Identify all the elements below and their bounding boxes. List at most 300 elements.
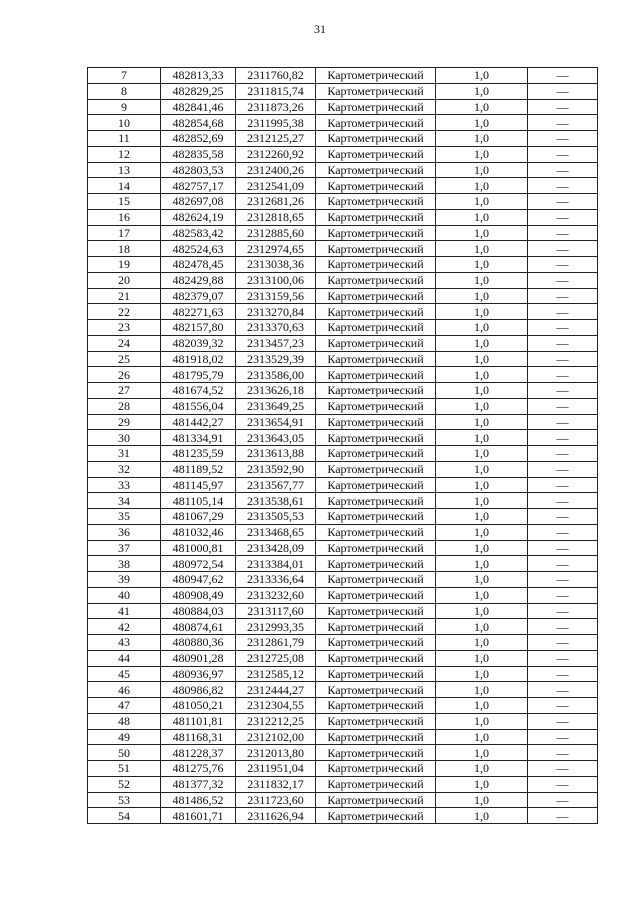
method-cell: Картометрический [316, 272, 436, 288]
table-row [88, 398, 598, 414]
dash-cell: — [528, 162, 598, 178]
point-number-cell: 40 [88, 587, 161, 603]
dash-cell: — [528, 524, 598, 540]
y-coordinate-cell: 2313586,00 [236, 367, 316, 383]
x-coordinate-cell: 482757,17 [161, 178, 236, 194]
point-number-cell: 21 [88, 288, 161, 304]
point-number-cell: 24 [88, 335, 161, 351]
table-row [88, 383, 598, 399]
point-number-cell: 54 [88, 808, 161, 824]
method-cell: Картометрический [316, 320, 436, 336]
dash-cell: — [528, 225, 598, 241]
y-coordinate-cell: 2313117,60 [236, 603, 316, 619]
table-row [88, 257, 598, 273]
method-cell: Картометрический [316, 367, 436, 383]
dash-cell: — [528, 792, 598, 808]
accuracy-cell: 1,0 [436, 619, 528, 635]
table-row [88, 477, 598, 493]
x-coordinate-cell: 482697,08 [161, 194, 236, 210]
point-number-cell: 16 [88, 209, 161, 225]
table-row [88, 225, 598, 241]
y-coordinate-cell: 2312212,25 [236, 713, 316, 729]
x-coordinate-cell: 482478,45 [161, 257, 236, 273]
y-coordinate-cell: 2312725,08 [236, 650, 316, 666]
method-cell: Картометрический [316, 698, 436, 714]
y-coordinate-cell: 2313038,36 [236, 257, 316, 273]
table-row [88, 540, 598, 556]
y-coordinate-cell: 2312125,27 [236, 131, 316, 147]
y-coordinate-cell: 2313529,39 [236, 351, 316, 367]
point-number-cell: 14 [88, 178, 161, 194]
dash-cell: — [528, 146, 598, 162]
point-number-cell: 19 [88, 257, 161, 273]
y-coordinate-cell: 2312400,26 [236, 162, 316, 178]
x-coordinate-cell: 481334,91 [161, 430, 236, 446]
y-coordinate-cell: 2311951,04 [236, 761, 316, 777]
x-coordinate-cell: 481235,59 [161, 446, 236, 462]
table-body [88, 68, 598, 824]
point-number-cell: 29 [88, 414, 161, 430]
table-row [88, 761, 598, 777]
accuracy-cell: 1,0 [436, 477, 528, 493]
method-cell: Картометрический [316, 540, 436, 556]
dash-cell: — [528, 272, 598, 288]
method-cell: Картометрический [316, 83, 436, 99]
table-row [88, 603, 598, 619]
accuracy-cell: 1,0 [436, 587, 528, 603]
method-cell: Картометрический [316, 477, 436, 493]
method-cell: Картометрический [316, 131, 436, 147]
dash-cell: — [528, 257, 598, 273]
table-row [88, 587, 598, 603]
point-number-cell: 27 [88, 383, 161, 399]
accuracy-cell: 1,0 [436, 225, 528, 241]
accuracy-cell: 1,0 [436, 682, 528, 698]
dash-cell: — [528, 587, 598, 603]
table-row [88, 241, 598, 257]
y-coordinate-cell: 2313538,61 [236, 493, 316, 509]
method-cell: Картометрический [316, 729, 436, 745]
accuracy-cell: 1,0 [436, 698, 528, 714]
dash-cell: — [528, 650, 598, 666]
table-row [88, 131, 598, 147]
method-cell: Картометрический [316, 603, 436, 619]
method-cell: Картометрический [316, 414, 436, 430]
method-cell: Картометрический [316, 257, 436, 273]
table-row [88, 713, 598, 729]
point-number-cell: 46 [88, 682, 161, 698]
accuracy-cell: 1,0 [436, 194, 528, 210]
dash-cell: — [528, 540, 598, 556]
accuracy-cell: 1,0 [436, 524, 528, 540]
y-coordinate-cell: 2313428,09 [236, 540, 316, 556]
table-row [88, 115, 598, 131]
x-coordinate-cell: 482803,53 [161, 162, 236, 178]
point-number-cell: 22 [88, 304, 161, 320]
table-row [88, 320, 598, 336]
dash-cell: — [528, 556, 598, 572]
x-coordinate-cell: 481486,52 [161, 792, 236, 808]
method-cell: Картометрический [316, 682, 436, 698]
table-row [88, 99, 598, 115]
point-number-cell: 38 [88, 556, 161, 572]
accuracy-cell: 1,0 [436, 351, 528, 367]
dash-cell: — [528, 288, 598, 304]
dash-cell: — [528, 68, 598, 84]
x-coordinate-cell: 482835,58 [161, 146, 236, 162]
point-number-cell: 43 [88, 635, 161, 651]
method-cell: Картометрический [316, 493, 436, 509]
accuracy-cell: 1,0 [436, 178, 528, 194]
x-coordinate-cell: 482379,07 [161, 288, 236, 304]
method-cell: Картометрический [316, 666, 436, 682]
table-row [88, 619, 598, 635]
point-number-cell: 47 [88, 698, 161, 714]
table-row [88, 682, 598, 698]
y-coordinate-cell: 2313613,88 [236, 446, 316, 462]
x-coordinate-cell: 482583,42 [161, 225, 236, 241]
method-cell: Картометрический [316, 776, 436, 792]
y-coordinate-cell: 2311723,60 [236, 792, 316, 808]
x-coordinate-cell: 482624,19 [161, 209, 236, 225]
y-coordinate-cell: 2313649,25 [236, 398, 316, 414]
x-coordinate-cell: 480947,62 [161, 572, 236, 588]
dash-cell: — [528, 383, 598, 399]
point-number-cell: 9 [88, 99, 161, 115]
y-coordinate-cell: 2313592,90 [236, 461, 316, 477]
x-coordinate-cell: 481105,14 [161, 493, 236, 509]
y-coordinate-cell: 2313654,91 [236, 414, 316, 430]
dash-cell: — [528, 477, 598, 493]
point-number-cell: 18 [88, 241, 161, 257]
point-number-cell: 12 [88, 146, 161, 162]
accuracy-cell: 1,0 [436, 776, 528, 792]
accuracy-cell: 1,0 [436, 792, 528, 808]
point-number-cell: 39 [88, 572, 161, 588]
dash-cell: — [528, 461, 598, 477]
x-coordinate-cell: 480972,54 [161, 556, 236, 572]
y-coordinate-cell: 2312993,35 [236, 619, 316, 635]
dash-cell: — [528, 729, 598, 745]
method-cell: Картометрический [316, 524, 436, 540]
y-coordinate-cell: 2312444,27 [236, 682, 316, 698]
x-coordinate-cell: 481556,04 [161, 398, 236, 414]
accuracy-cell: 1,0 [436, 115, 528, 131]
point-number-cell: 32 [88, 461, 161, 477]
accuracy-cell: 1,0 [436, 540, 528, 556]
y-coordinate-cell: 2313270,84 [236, 304, 316, 320]
table-row [88, 461, 598, 477]
point-number-cell: 20 [88, 272, 161, 288]
x-coordinate-cell: 480901,28 [161, 650, 236, 666]
coordinates-table [87, 67, 598, 824]
table-row [88, 83, 598, 99]
point-number-cell: 45 [88, 666, 161, 682]
point-number-cell: 50 [88, 745, 161, 761]
dash-cell: — [528, 367, 598, 383]
table-row [88, 446, 598, 462]
x-coordinate-cell: 481601,71 [161, 808, 236, 824]
accuracy-cell: 1,0 [436, 556, 528, 572]
x-coordinate-cell: 482157,80 [161, 320, 236, 336]
dash-cell: — [528, 745, 598, 761]
y-coordinate-cell: 2312885,60 [236, 225, 316, 241]
x-coordinate-cell: 482829,25 [161, 83, 236, 99]
method-cell: Картометрический [316, 761, 436, 777]
table-row [88, 304, 598, 320]
dash-cell: — [528, 619, 598, 635]
point-number-cell: 35 [88, 509, 161, 525]
accuracy-cell: 1,0 [436, 68, 528, 84]
y-coordinate-cell: 2311873,26 [236, 99, 316, 115]
point-number-cell: 42 [88, 619, 161, 635]
point-number-cell: 36 [88, 524, 161, 540]
x-coordinate-cell: 482854,68 [161, 115, 236, 131]
y-coordinate-cell: 2312102,00 [236, 729, 316, 745]
method-cell: Картометрический [316, 792, 436, 808]
method-cell: Картометрический [316, 619, 436, 635]
accuracy-cell: 1,0 [436, 414, 528, 430]
method-cell: Картометрический [316, 383, 436, 399]
point-number-cell: 10 [88, 115, 161, 131]
y-coordinate-cell: 2312861,79 [236, 635, 316, 651]
accuracy-cell: 1,0 [436, 461, 528, 477]
dash-cell: — [528, 666, 598, 682]
table-row [88, 414, 598, 430]
point-number-cell: 15 [88, 194, 161, 210]
x-coordinate-cell: 481275,76 [161, 761, 236, 777]
accuracy-cell: 1,0 [436, 288, 528, 304]
accuracy-cell: 1,0 [436, 745, 528, 761]
page-number: 31 [314, 22, 326, 36]
x-coordinate-cell: 480884,03 [161, 603, 236, 619]
y-coordinate-cell: 2313336,64 [236, 572, 316, 588]
point-number-cell: 28 [88, 398, 161, 414]
table-row [88, 146, 598, 162]
x-coordinate-cell: 481442,27 [161, 414, 236, 430]
accuracy-cell: 1,0 [436, 430, 528, 446]
point-number-cell: 44 [88, 650, 161, 666]
y-coordinate-cell: 2311995,38 [236, 115, 316, 131]
point-number-cell: 33 [88, 477, 161, 493]
table-row [88, 288, 598, 304]
dash-cell: — [528, 493, 598, 509]
method-cell: Картометрический [316, 430, 436, 446]
y-coordinate-cell: 2311760,82 [236, 68, 316, 84]
dash-cell: — [528, 99, 598, 115]
accuracy-cell: 1,0 [436, 241, 528, 257]
y-coordinate-cell: 2312974,65 [236, 241, 316, 257]
x-coordinate-cell: 481145,97 [161, 477, 236, 493]
table-row [88, 209, 598, 225]
y-coordinate-cell: 2311815,74 [236, 83, 316, 99]
y-coordinate-cell: 2313567,77 [236, 477, 316, 493]
dash-cell: — [528, 194, 598, 210]
accuracy-cell: 1,0 [436, 446, 528, 462]
accuracy-cell: 1,0 [436, 304, 528, 320]
y-coordinate-cell: 2313468,65 [236, 524, 316, 540]
y-coordinate-cell: 2313100,06 [236, 272, 316, 288]
accuracy-cell: 1,0 [436, 131, 528, 147]
point-number-cell: 52 [88, 776, 161, 792]
x-coordinate-cell: 481000,81 [161, 540, 236, 556]
method-cell: Картометрический [316, 115, 436, 131]
y-coordinate-cell: 2312013,80 [236, 745, 316, 761]
dash-cell: — [528, 414, 598, 430]
x-coordinate-cell: 481189,52 [161, 461, 236, 477]
table-row [88, 666, 598, 682]
y-coordinate-cell: 2312681,26 [236, 194, 316, 210]
dash-cell: — [528, 398, 598, 414]
dash-cell: — [528, 698, 598, 714]
table-row [88, 335, 598, 351]
accuracy-cell: 1,0 [436, 99, 528, 115]
table-row [88, 367, 598, 383]
table-row [88, 776, 598, 792]
method-cell: Картометрический [316, 178, 436, 194]
point-number-cell: 49 [88, 729, 161, 745]
point-number-cell: 7 [88, 68, 161, 84]
accuracy-cell: 1,0 [436, 367, 528, 383]
dash-cell: — [528, 131, 598, 147]
accuracy-cell: 1,0 [436, 572, 528, 588]
y-coordinate-cell: 2312304,55 [236, 698, 316, 714]
point-number-cell: 30 [88, 430, 161, 446]
table-row [88, 556, 598, 572]
method-cell: Картометрический [316, 351, 436, 367]
table-row [88, 635, 598, 651]
method-cell: Картометрический [316, 446, 436, 462]
x-coordinate-cell: 481228,37 [161, 745, 236, 761]
accuracy-cell: 1,0 [436, 713, 528, 729]
accuracy-cell: 1,0 [436, 257, 528, 273]
x-coordinate-cell: 481377,32 [161, 776, 236, 792]
x-coordinate-cell: 481067,29 [161, 509, 236, 525]
dash-cell: — [528, 304, 598, 320]
table-row [88, 351, 598, 367]
point-number-cell: 8 [88, 83, 161, 99]
dash-cell: — [528, 241, 598, 257]
accuracy-cell: 1,0 [436, 383, 528, 399]
table-row [88, 493, 598, 509]
dash-cell: — [528, 761, 598, 777]
accuracy-cell: 1,0 [436, 666, 528, 682]
x-coordinate-cell: 482813,33 [161, 68, 236, 84]
x-coordinate-cell: 482852,69 [161, 131, 236, 147]
method-cell: Картометрический [316, 572, 436, 588]
table-row [88, 272, 598, 288]
x-coordinate-cell: 482271,63 [161, 304, 236, 320]
dash-cell: — [528, 509, 598, 525]
dash-cell: — [528, 335, 598, 351]
table-row [88, 792, 598, 808]
y-coordinate-cell: 2313505,53 [236, 509, 316, 525]
method-cell: Картометрический [316, 304, 436, 320]
y-coordinate-cell: 2312818,65 [236, 209, 316, 225]
method-cell: Картометрический [316, 146, 436, 162]
x-coordinate-cell: 482039,32 [161, 335, 236, 351]
x-coordinate-cell: 480986,82 [161, 682, 236, 698]
accuracy-cell: 1,0 [436, 603, 528, 619]
x-coordinate-cell: 481101,81 [161, 713, 236, 729]
table-row [88, 729, 598, 745]
y-coordinate-cell: 2313370,63 [236, 320, 316, 336]
y-coordinate-cell: 2312541,09 [236, 178, 316, 194]
dash-cell: — [528, 713, 598, 729]
table-row [88, 68, 598, 84]
y-coordinate-cell: 2312260,92 [236, 146, 316, 162]
method-cell: Картометрический [316, 194, 436, 210]
y-coordinate-cell: 2313457,23 [236, 335, 316, 351]
method-cell: Картометрический [316, 99, 436, 115]
accuracy-cell: 1,0 [436, 650, 528, 666]
x-coordinate-cell: 480874,61 [161, 619, 236, 635]
point-number-cell: 51 [88, 761, 161, 777]
method-cell: Картометрический [316, 225, 436, 241]
method-cell: Картометрический [316, 461, 436, 477]
x-coordinate-cell: 480880,36 [161, 635, 236, 651]
point-number-cell: 17 [88, 225, 161, 241]
x-coordinate-cell: 481674,52 [161, 383, 236, 399]
method-cell: Картометрический [316, 650, 436, 666]
dash-cell: — [528, 351, 598, 367]
method-cell: Картометрический [316, 808, 436, 824]
table-row [88, 745, 598, 761]
dash-cell: — [528, 682, 598, 698]
y-coordinate-cell: 2313159,56 [236, 288, 316, 304]
accuracy-cell: 1,0 [436, 729, 528, 745]
dash-cell: — [528, 115, 598, 131]
dash-cell: — [528, 430, 598, 446]
y-coordinate-cell: 2313643,05 [236, 430, 316, 446]
dash-cell: — [528, 603, 598, 619]
method-cell: Картометрический [316, 241, 436, 257]
accuracy-cell: 1,0 [436, 162, 528, 178]
table-row [88, 178, 598, 194]
table-row [88, 808, 598, 824]
point-number-cell: 25 [88, 351, 161, 367]
method-cell: Картометрический [316, 556, 436, 572]
table-row [88, 572, 598, 588]
x-coordinate-cell: 482429,88 [161, 272, 236, 288]
method-cell: Картометрический [316, 635, 436, 651]
method-cell: Картометрический [316, 713, 436, 729]
dash-cell: — [528, 572, 598, 588]
y-coordinate-cell: 2313232,60 [236, 587, 316, 603]
dash-cell: — [528, 776, 598, 792]
accuracy-cell: 1,0 [436, 83, 528, 99]
y-coordinate-cell: 2311832,17 [236, 776, 316, 792]
accuracy-cell: 1,0 [436, 808, 528, 824]
point-number-cell: 41 [88, 603, 161, 619]
method-cell: Картометрический [316, 587, 436, 603]
accuracy-cell: 1,0 [436, 493, 528, 509]
dash-cell: — [528, 446, 598, 462]
point-number-cell: 37 [88, 540, 161, 556]
method-cell: Картометрический [316, 162, 436, 178]
point-number-cell: 26 [88, 367, 161, 383]
dash-cell: — [528, 178, 598, 194]
dash-cell: — [528, 635, 598, 651]
x-coordinate-cell: 481795,79 [161, 367, 236, 383]
table-row [88, 509, 598, 525]
table-row [88, 524, 598, 540]
accuracy-cell: 1,0 [436, 209, 528, 225]
point-number-cell: 53 [88, 792, 161, 808]
dash-cell: — [528, 808, 598, 824]
point-number-cell: 13 [88, 162, 161, 178]
table-row [88, 698, 598, 714]
